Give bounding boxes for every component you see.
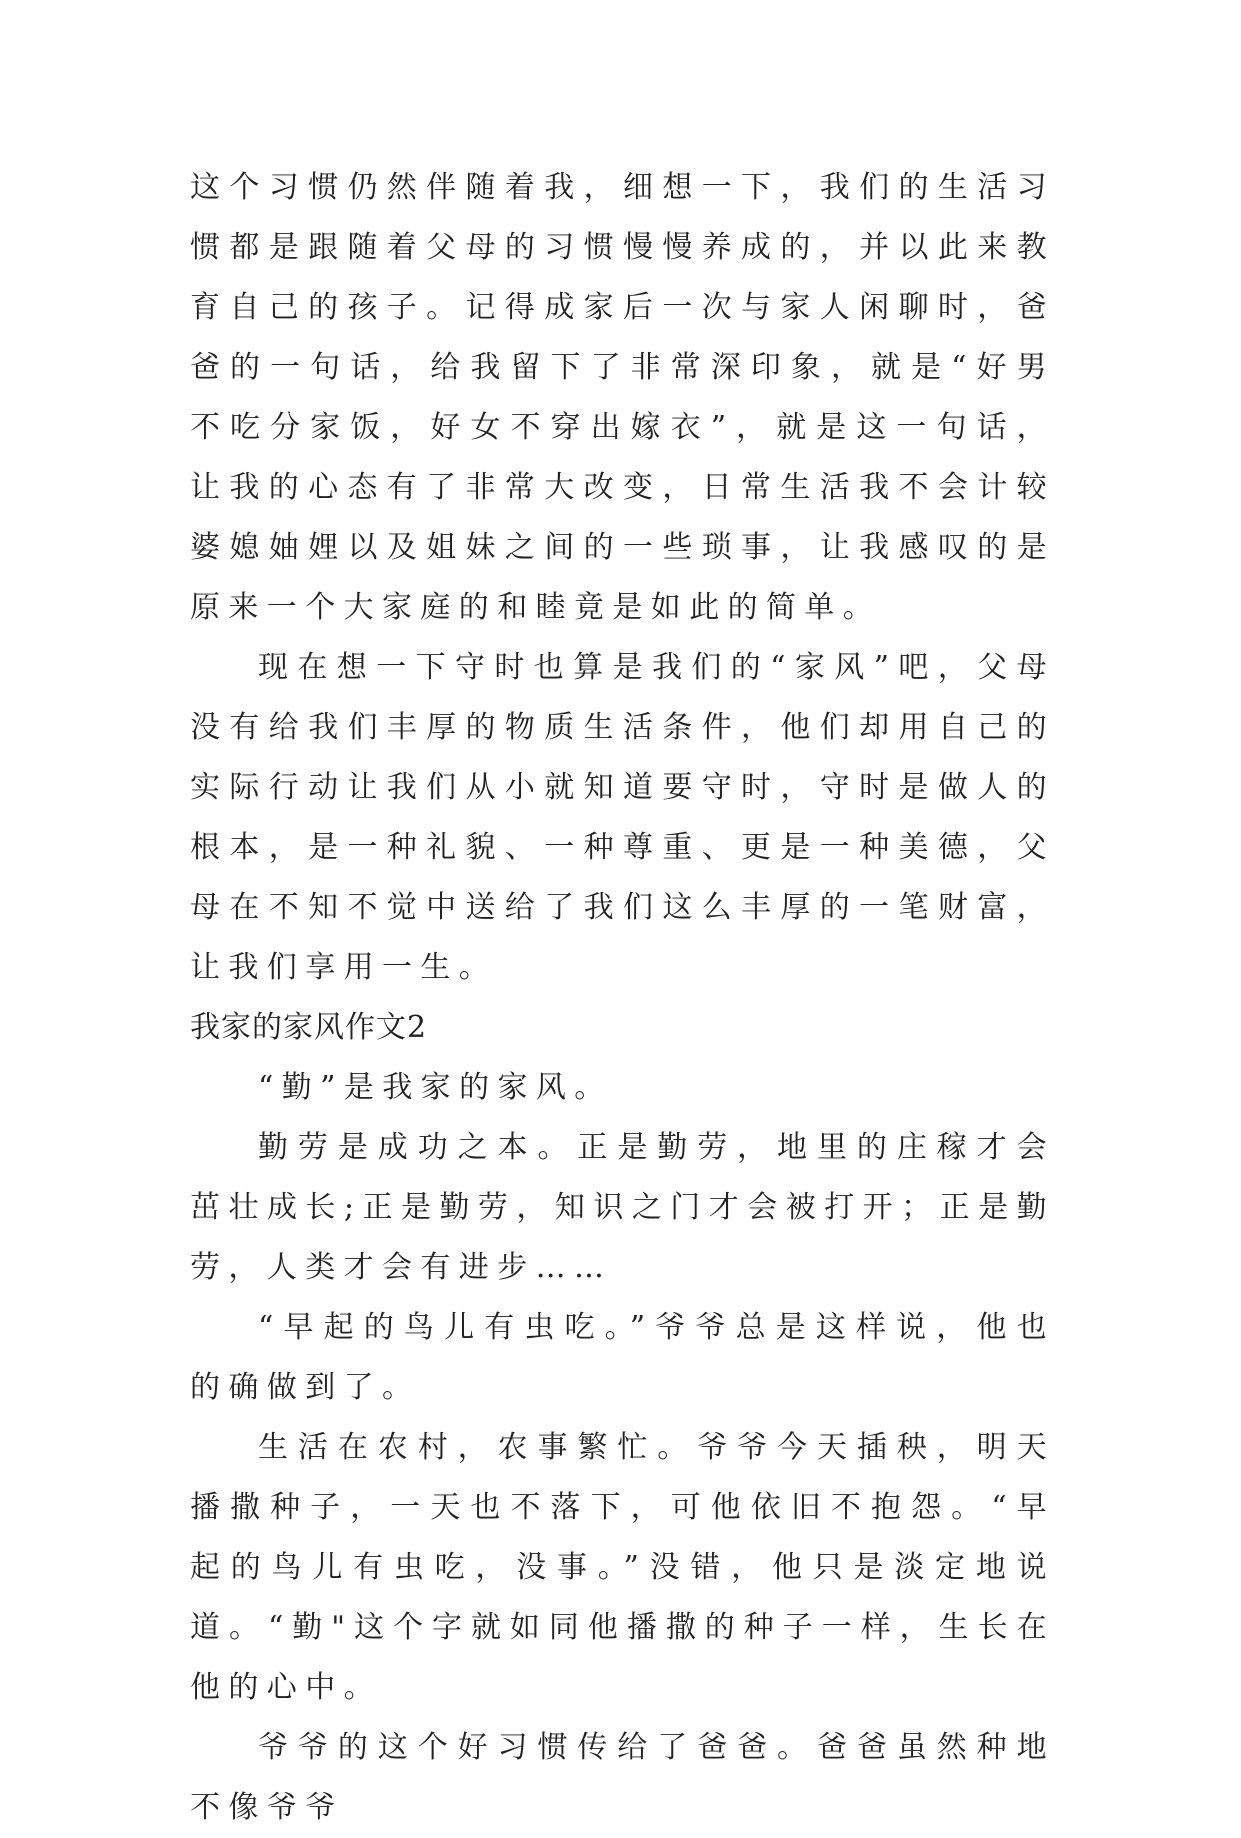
- paragraph-4: 勤劳是成功之本。正是勤劳，地里的庄稼才会茁壮成长;正是勤劳，知识之门才会被打开；正是勤劳，人类才会有进步……: [190, 1130, 1055, 1285]
- paragraph-6: 生活在农村，农事繁忙。爷爷今天插秧，明天播撒种子，一天也不落下，可他依旧不抱怨。“早起的鸟儿有虫吃，没事。”没错，他只是淡定地说道。“勤"这个字就如同他播撒的种子一样，生长在他的心中。: [190, 1430, 1055, 1705]
- document-page: [190, 158, 1055, 1838]
- paragraph-7: 爷爷的这个好习惯传给了爸爸。爸爸虽然种地不像爷爷: [190, 1730, 1055, 1825]
- section-heading: 我家的家风作文2: [190, 1010, 428, 1045]
- paragraph-1: 这个习惯仍然伴随着我，细想一下，我们的生活习惯都是跟随着父母的习惯慢慢养成的，并以此来教育自己的孩子。记得成家后一次与家人闲聊时，爸爸的一句话，给我留下了非常深印象，就是“好男不吃分家饭，好女不穿出嫁衣”，就是这一句话，让我的心态有了非常大改变，日常生活我不会计较婆媳妯娌以及姐妹之间的一些琐事，让我感叹的是原来一个大家庭的和睦竟是如此的简单。: [190, 170, 1055, 625]
- paragraph-2: 现在想一下守时也算是我们的“家风”吧，父母没有给我们丰厚的物质生活条件，他们却用自己的实际行动让我们从小就知道要守时，守时是做人的根本，是一种礼貌、一种尊重、更是一种美德，父母在不知不觉中送给了我们这么丰厚的一笔财富，让我们享用一生。: [190, 650, 1055, 985]
- paragraph-3: “勤”是我家的家风。: [258, 1070, 613, 1105]
- paragraph-5: “早起的鸟儿有虫吃。”爷爷总是这样说，他也的确做到了。: [190, 1310, 1055, 1405]
